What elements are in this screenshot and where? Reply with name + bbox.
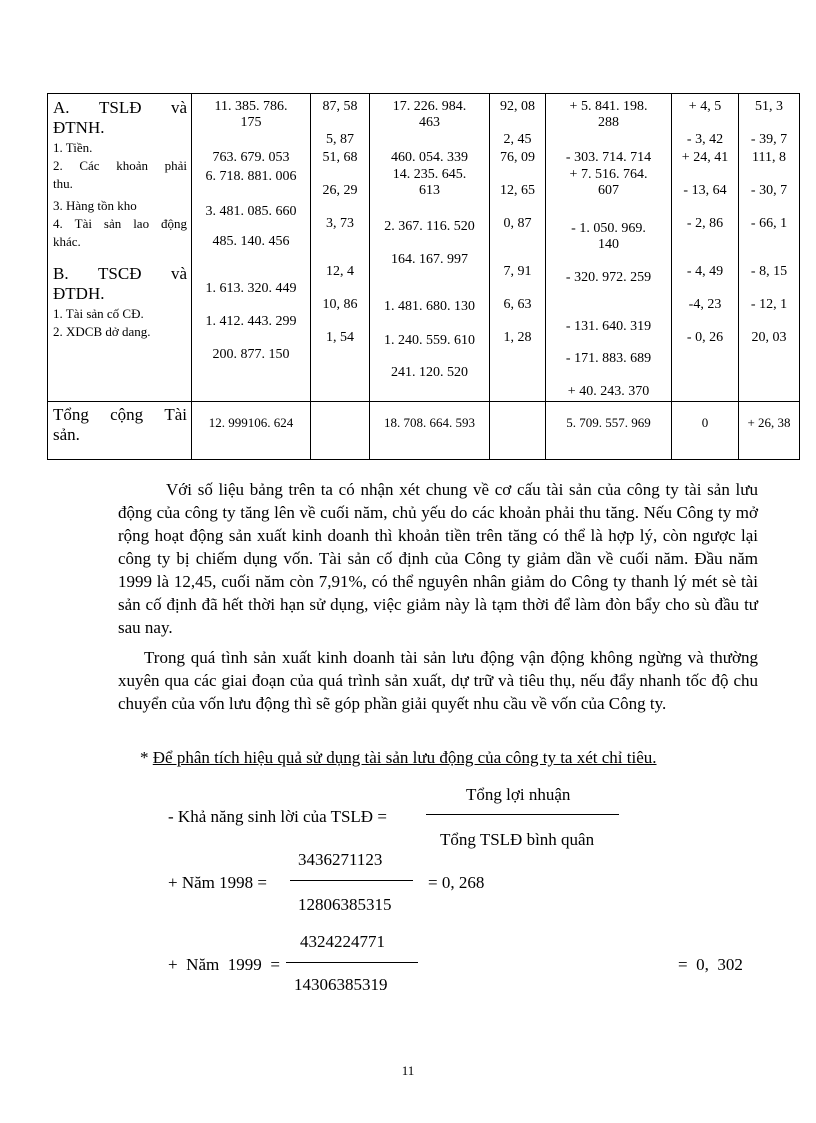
cell-1998: 763. 679. 053 [212, 150, 290, 165]
cell-1999: 14. 235. 645. [392, 167, 467, 182]
table-divider [369, 94, 370, 459]
heading-text: Để phân tích hiệu quả sử dụng tài sản lưu động của công ty ta xét chỉ tiêu. [152, 748, 657, 767]
cell-1998-pct: 1, 54 [326, 330, 354, 345]
year-1998-label: + Năm 1998 = [168, 873, 267, 892]
cell-1999-pct: 12, 65 [500, 183, 535, 198]
formula-label: - Khả năng sinh lời của TSLĐ = [168, 807, 387, 826]
table-divider [48, 401, 799, 402]
cell-diff: + 5. 841. 198. [569, 99, 648, 114]
cell-1998: 175 [240, 115, 262, 130]
formula-numerator: Tổng lợi nhuận [466, 785, 571, 804]
cell-1999: 241. 120. 520 [391, 365, 468, 380]
total-1998: 12. 999106. 624 [208, 415, 294, 430]
cell-1999: 613 [419, 183, 440, 198]
asset-structure-table [47, 93, 800, 460]
cell-1999-pct: 76, 09 [500, 150, 535, 165]
cell-1999-pct: 6, 63 [503, 297, 532, 312]
cell-diff: - 320. 972. 259 [565, 270, 652, 285]
cell-1999: 460. 054. 339 [391, 150, 468, 165]
cell-diff-pct: - 3, 42 [686, 132, 724, 147]
cell-1998: 6. 718. 881. 006 [205, 169, 297, 184]
section-a-title: A. TSLĐ và [53, 98, 187, 117]
cell-rate: 111, 8 [752, 150, 786, 165]
cell-1998: 1. 613. 320. 449 [205, 281, 297, 296]
total-label-line2: sản. [53, 425, 80, 444]
cell-rate: - 30, 7 [750, 183, 788, 198]
cell-diff: 288 [598, 115, 619, 130]
paragraph-asset-structure: Với số liệu bảng trên ta có nhận xét chung về cơ cấu tài sản của công ty tài sản lưu động của công ty tăng lên về cuối năm, chủ yếu do các khoản phải thu tăng. Nếu Công ty mở rộng hoạt động sản xuất kinh doanh thì khoản tiền trên tăng có thể là hợp lý, còn ngược lại công ty bị chiếm dụng vốn. Tài sản cố định của Công ty giảm dần về cuối năm. Đầu năm 1999 là 12,45, cuối năm còn 7,91%, có thể nguyên nhân giảm do Công ty thanh lý mét sè tài sản cố định đã hết thời hạn sử dụng, việc giảm này là tạm thời để làm đòn bẩy cho sù đầu tư sau nay. [118, 480, 758, 637]
cell-rate: - 66, 1 [750, 216, 788, 231]
cell-diff: - 303. 714. 714 [565, 150, 652, 165]
total-rate: + 26, 38 [747, 415, 791, 430]
year-1998-result: = 0, 268 [428, 873, 485, 892]
section-b-title-line2: ĐTDH. [53, 284, 105, 303]
cell-rate: - 12, 1 [750, 297, 788, 312]
total-diff: 5. 709. 557. 969 [566, 415, 651, 430]
cell-diff-pct: + 24, 41 [681, 150, 729, 165]
row-label: 4. Tài sản lao động [53, 216, 187, 231]
cell-1999: 2. 367. 116. 520 [384, 219, 475, 234]
year-1999-label: + Năm 1999 = [168, 955, 280, 974]
year-1999-denominator: 14306385319 [294, 975, 388, 994]
cell-diff-pct: + 4, 5 [688, 99, 722, 114]
cell-1999: 17. 226. 984. [392, 99, 467, 114]
cell-1998: 1. 412. 443. 299 [205, 314, 297, 329]
cell-1998: 3. 481. 085. 660 [205, 204, 297, 219]
cell-1998-pct: 26, 29 [322, 183, 358, 198]
paragraph-working-capital: Trong quá tình sản xuất kinh doanh tài sản lưu động vận động không ngừng và thường xuyên qua các giai đoạn của quá trình sản xuất, dự trữ và tiêu thụ, nếu đẩy nhanh tốc độ chu chuyển của vốn lưu động thì sẽ góp phần giải quyết nhu cầu về vốn của Công ty. [118, 648, 758, 713]
cell-diff: - 171. 883. 689 [565, 351, 652, 366]
total-1999: 18. 708. 664. 593 [384, 415, 475, 430]
cell-rate: - 8, 15 [750, 264, 788, 279]
cell-1999-pct: 1, 28 [503, 330, 532, 345]
cell-diff: 607 [598, 183, 619, 198]
cell-1999: 1. 240. 559. 610 [384, 333, 475, 348]
cell-1998-pct: 51, 68 [322, 150, 358, 165]
cell-1999-pct: 92, 08 [500, 99, 535, 114]
cell-diff-pct: - 13, 64 [683, 183, 727, 198]
cell-1998-pct: 12, 4 [326, 264, 354, 279]
cell-diff-pct: - 0, 26 [686, 330, 724, 345]
row-label: thu. [53, 176, 73, 191]
cell-diff: + 7. 516. 764. [569, 167, 648, 182]
analysis-heading [140, 748, 657, 768]
cell-1998-pct: 5, 87 [326, 132, 354, 147]
cell-1999-pct: 7, 91 [503, 264, 532, 279]
formula-denominator: Tổng TSLĐ bình quân [440, 830, 595, 849]
heading-bullet: * [140, 748, 149, 767]
cell-1998-pct: 87, 58 [322, 99, 358, 114]
cell-diff: - 131. 640. 319 [565, 319, 652, 334]
cell-diff-pct: - 4, 49 [686, 264, 724, 279]
row-label: 2. Các khoản phải [53, 158, 187, 173]
cell-1999-pct: 2, 45 [503, 132, 532, 147]
cell-1998-pct: 10, 86 [322, 297, 358, 312]
cell-1999: 164. 167. 997 [391, 252, 468, 267]
cell-diff: - 1. 050. 969. [571, 221, 646, 236]
row-label: khác. [53, 234, 81, 249]
cell-diff: 140 [598, 237, 619, 252]
cell-1998: 485. 140. 456 [212, 234, 290, 249]
row-label: 2. XDCB dở dang. [53, 324, 151, 339]
cell-1998: 200. 877. 150 [212, 347, 290, 362]
fraction-bar [426, 814, 619, 815]
section-b-title: B. TSCĐ và [53, 264, 187, 283]
total-label: Tổng cộng Tài [53, 405, 187, 424]
cell-1998-pct: 3, 73 [326, 216, 354, 231]
fraction-bar [286, 962, 418, 963]
cell-1999: 463 [419, 115, 440, 130]
page-number: 11 [401, 1063, 415, 1078]
cell-1998: 11. 385. 786. [214, 99, 288, 114]
cell-1999-pct: 0, 87 [503, 216, 532, 231]
cell-diff-pct: -4, 23 [688, 297, 722, 312]
cell-rate: 51, 3 [755, 99, 783, 114]
row-label: 1. Tài sản cố CĐ. [53, 306, 144, 321]
cell-diff-pct: - 2, 86 [686, 216, 724, 231]
cell-rate: - 39, 7 [750, 132, 788, 147]
section-a-title-line2: ĐTNH. [53, 118, 105, 137]
table-divider [191, 94, 192, 459]
total-diff-pct: 0 [701, 415, 709, 430]
year-1999-numerator: 4324224771 [300, 932, 385, 951]
cell-1999: 1. 481. 680. 130 [384, 299, 475, 314]
row-label: 3. Hàng tồn kho [53, 198, 137, 213]
year-1999-result: = 0, 302 [678, 955, 743, 974]
cell-rate: 20, 03 [751, 330, 787, 345]
year-1998-denominator: 12806385315 [298, 895, 392, 914]
year-1998-numerator: 3436271123 [298, 850, 383, 869]
cell-diff: + 40. 243. 370 [567, 384, 650, 399]
row-label: 1. Tiền. [53, 140, 93, 155]
fraction-bar [290, 880, 413, 881]
